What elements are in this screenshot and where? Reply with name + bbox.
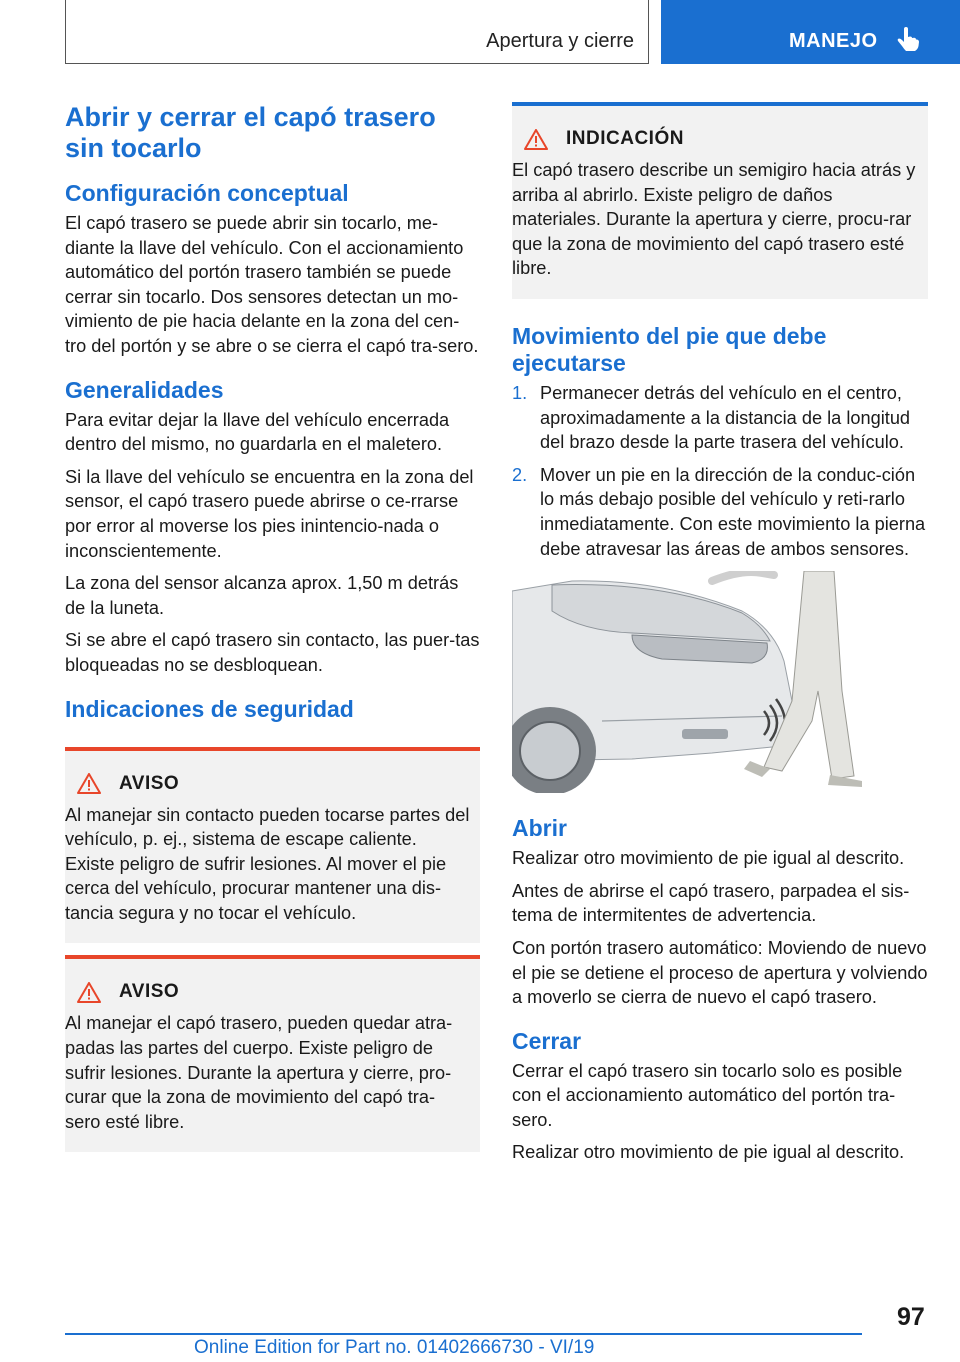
close-heading: Cerrar (512, 1027, 582, 1054)
general-paragraph: Si se abre el capó trasero sin contacto, las puer-tas bloqueadas no se desbloquean. (65, 630, 480, 675)
general-heading: Generalidades (65, 376, 224, 403)
open-paragraph: Con portón trasero automático: Moviendo de nuevo el pie se detiene el proceso de apertura y volviendo a moverlo se cierra de nuevo el capó trasero. (512, 937, 928, 1008)
warning-triangle-icon (77, 773, 101, 794)
warning-title: AVISO (119, 981, 180, 1003)
concept-paragraph: El capó trasero se puede abrir sin tocarlo, me-diante la llave del vehículo. Con el accionamiento automático del portón trasero también se puede cerrar sin tocarlo. Dos sensores detectan un mo-vimiento de pie hacia delante en la zona del cen-tro del portón y se abre o se cierra el capó tra-sero. (65, 213, 479, 356)
open-paragraph: Antes de abrirse el capó trasero, parpadea el sis-tema de intermitentes de advertencia. (512, 880, 910, 926)
right-column (512, 102, 928, 1173)
section-title: Abrir y cerrar el capó trasero sin tocarlo (65, 102, 436, 163)
general-paragraph: La zona del sensor alcanza aprox. 1,50 m detrás de la luneta. (65, 573, 459, 618)
note-text: El capó trasero describe un semigiro hacia atrás y arriba al abrirlo. Existe peligro de daños materiales. Durante la apertura y cierre, procu-rar que la zona de movimiento del capó trasero esté libre. (512, 160, 916, 279)
step-number: 2. (512, 464, 528, 485)
warning-callout (65, 955, 480, 1152)
foot-gesture-illustration (512, 571, 868, 793)
concept-heading: Configuración conceptual (65, 180, 349, 206)
left-column (65, 102, 480, 1162)
general-paragraph: Si la llave del vehículo se encuentra en la zona del sensor, el capó trasero puede abrirse o ce-rrarse por error al moverse los pies inintencio-nada o inconscientemente. (65, 466, 474, 561)
footer-edition: Online Edition for Part no. 01402666730 - VI/19 (194, 1337, 595, 1358)
warning-text: Al manejar el capó trasero, pueden quedar atra-padas las partes del cuerpo. Existe peligro de sufrir lesiones. Durante la apertura y cierre, pro-curar que la zona de movimiento del capó tra-sero esté libre. (65, 1013, 453, 1132)
footer-divider (65, 1333, 862, 1335)
header-chapter-tab (661, 0, 960, 64)
warning-title: AVISO (119, 772, 180, 794)
warning-text: Al manejar sin contacto pueden tocarse partes del vehículo, p. ej., sistema de escape caliente. Existe peligro de sufrir lesiones. Al mover el pie cerca del vehículo, procurar mantener una dis-tancia segura y no tocar el vehículo. (65, 804, 470, 923)
note-title: INDICACIÓN (566, 128, 684, 149)
step-text: Permanecer detrás del vehículo en el centro, aproximadamente a la distancia de la longitud del brazo desde la parte trasera del vehículo. (540, 382, 911, 453)
hand-pointing-icon (897, 27, 919, 51)
list-item (512, 381, 928, 455)
list-item (512, 463, 928, 561)
warning-triangle-icon (524, 129, 548, 150)
movement-heading: Movimiento del pie que debe ejecutarse (512, 322, 827, 376)
safety-heading: Indicaciones de seguridad (65, 695, 354, 722)
close-paragraph: Realizar otro movimiento de pie igual al descrito. (512, 1142, 905, 1163)
general-paragraph: Para evitar dejar la llave del vehículo encerrada dentro del mismo, no guardarla en el maletero. (65, 409, 450, 455)
steps-list (512, 381, 928, 561)
note-callout (512, 102, 928, 299)
step-text: Mover un pie en la dirección de la conduc-ción lo más debajo posible del vehículo y reti-rarlo inmediatamente. Con este movimiento la pierna debe atravesar las áreas de ambos sensores. (540, 464, 926, 559)
header-section-title: Apertura y cierre (486, 30, 634, 52)
open-paragraph: Realizar otro movimiento de pie igual al descrito. (512, 848, 905, 869)
step-number: 1. (512, 382, 528, 403)
warning-callout (65, 747, 480, 944)
close-paragraph: Cerrar el capó trasero sin tocarlo solo es posible con el accionamiento automático del portón tra-sero. (512, 1060, 903, 1130)
open-heading: Abrir (512, 815, 567, 842)
warning-triangle-icon (77, 982, 101, 1003)
page-number: 97 (897, 1303, 925, 1331)
header-chapter-label: MANEJO (789, 30, 878, 52)
header-section-box (65, 0, 649, 64)
